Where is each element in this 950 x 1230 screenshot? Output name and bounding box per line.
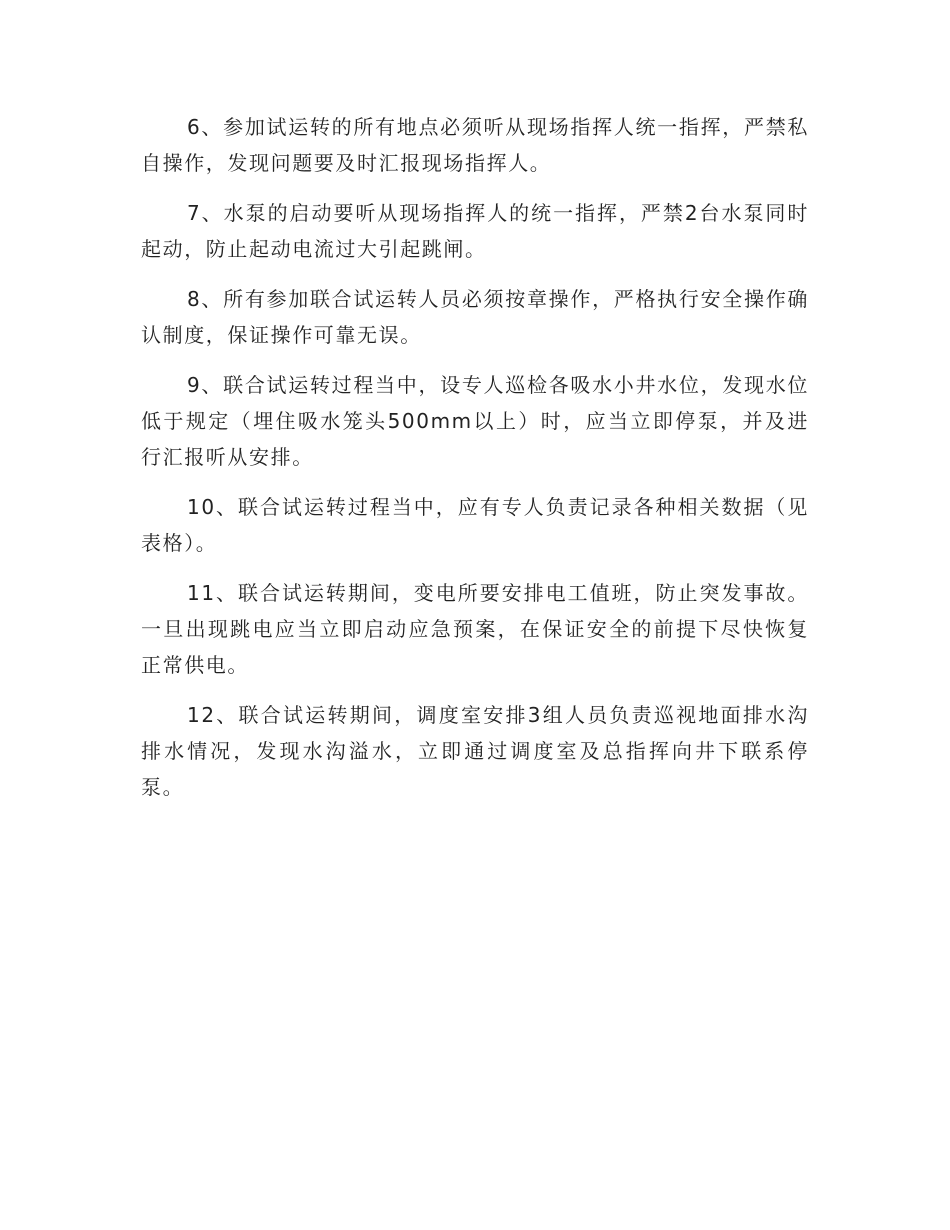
paragraph-item-10: 10、联合试运转过程当中，应有专人负责记录各种相关数据（见表格）。 [141, 495, 809, 555]
paragraph-item-9: 9、联合试运转过程当中，设专人巡检各吸水小井水位，发现水位低于规定（埋住吸水笼头500mm以上）时，应当立即停泵，并及进行汇报听从安排。 [141, 373, 809, 469]
paragraph-item-6: 6、参加试运转的所有地点必须听从现场指挥人统一指挥，严禁私自操作，发现问题要及时汇报现场指挥人。 [141, 115, 809, 175]
paragraph-item-11: 11、联合试运转期间，变电所要安排电工值班，防止突发事故。一旦出现跳电应当立即启动应急预案，在保证安全的前提下尽快恢复正常供电。 [141, 581, 809, 677]
paragraph-item-12: 12、联合试运转期间，调度室安排3组人员负责巡视地面排水沟排水情况，发现水沟溢水，立即通过调度室及总指挥向井下联系停泵。 [141, 703, 809, 799]
paragraph-item-7: 7、水泵的启动要听从现场指挥人的统一指挥，严禁2台水泵同时起动，防止起动电流过大引起跳闸。 [141, 201, 809, 261]
document-body [141, 109, 809, 819]
paragraph-item-8: 8、所有参加联合试运转人员必须按章操作，严格执行安全操作确认制度，保证操作可靠无误。 [141, 287, 809, 347]
